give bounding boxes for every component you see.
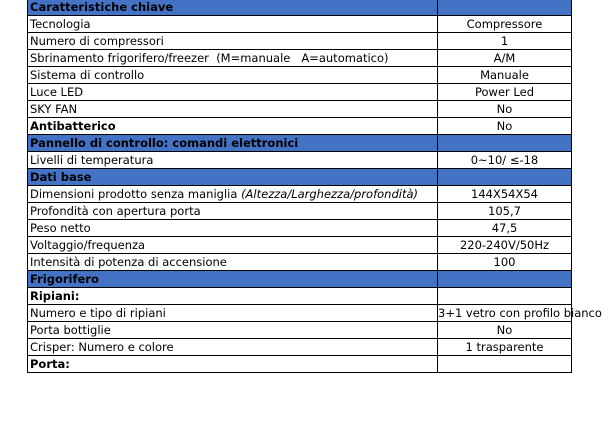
table-row: [28, 254, 572, 271]
table-row: [28, 186, 572, 203]
row-value: 1 trasparente: [438, 339, 572, 356]
row-label: Tecnologia: [28, 16, 438, 33]
table-row: [28, 101, 572, 118]
section-header-frigorifero: [28, 271, 572, 288]
row-label-italic: (Altezza/Larghezza/profondità): [241, 186, 419, 201]
row-value: 47,5: [438, 220, 572, 237]
table-row: [28, 118, 572, 135]
row-label: Sbrinamento frigorifero/freezer (M=manuale A=automatico): [28, 50, 438, 67]
section-title: Dati base: [28, 169, 438, 186]
table-row: [28, 322, 572, 339]
row-value: No: [438, 322, 572, 339]
row-value: 1: [438, 33, 572, 50]
row-label: Ripiani:: [28, 288, 438, 305]
row-value: 144X54X54: [438, 186, 572, 203]
row-label: Profondità con apertura porta: [28, 203, 438, 220]
table-row: [28, 203, 572, 220]
table-row: [28, 84, 572, 101]
row-value: 220-240V/50Hz: [438, 237, 572, 254]
section-header-pannello: [28, 135, 572, 152]
row-value: 105,7: [438, 203, 572, 220]
row-label: Numero di compressori: [28, 33, 438, 50]
row-value: 3+1 vetro con profilo bianco: [438, 305, 602, 320]
row-value: Power Led: [438, 84, 572, 101]
row-label: Voltaggio/frequenza: [28, 237, 438, 254]
table-row: [28, 67, 572, 84]
row-value: No: [438, 118, 572, 135]
row-label: Antibatterico: [28, 118, 438, 135]
row-label: [28, 186, 438, 203]
table-row: [28, 220, 572, 237]
row-label: SKY FAN: [28, 101, 438, 118]
table-row: [28, 152, 572, 169]
table-row: [28, 237, 572, 254]
row-label: Porta bottiglie: [28, 322, 438, 339]
row-label: Intensità di potenza di accensione: [28, 254, 438, 271]
row-label: Porta:: [28, 356, 438, 373]
table-row: [28, 288, 572, 305]
row-value: Manuale: [438, 67, 572, 84]
row-label-main: Dimensioni prodotto senza maniglia: [30, 186, 242, 201]
row-label: Livelli di temperatura: [28, 152, 438, 169]
row-value: Compressore: [438, 16, 572, 33]
section-title: Pannello di controllo: comandi elettronici: [28, 135, 438, 152]
row-label: Luce LED: [28, 84, 438, 101]
section-header-dati-base: [28, 169, 572, 186]
row-value: 100: [438, 254, 572, 271]
section-header-chiave: [28, 0, 572, 16]
row-label: Numero e tipo di ripiani: [28, 305, 438, 322]
section-title: Frigorifero: [28, 271, 438, 288]
row-value: A/M: [438, 50, 572, 67]
spec-table: [27, 0, 602, 373]
table-row: [28, 33, 572, 50]
row-value: No: [438, 101, 572, 118]
table-row: [28, 16, 572, 33]
row-label: Sistema di controllo: [28, 67, 438, 84]
table-row: [28, 356, 572, 373]
section-title: Caratteristiche chiave: [28, 0, 438, 16]
row-label: Crisper: Numero e colore: [28, 339, 438, 356]
row-label: Peso netto: [28, 220, 438, 237]
table-row: [28, 50, 572, 67]
table-row: [28, 339, 572, 356]
row-value: 0~10/ ≤-18: [438, 152, 572, 169]
table-row: [28, 305, 572, 322]
